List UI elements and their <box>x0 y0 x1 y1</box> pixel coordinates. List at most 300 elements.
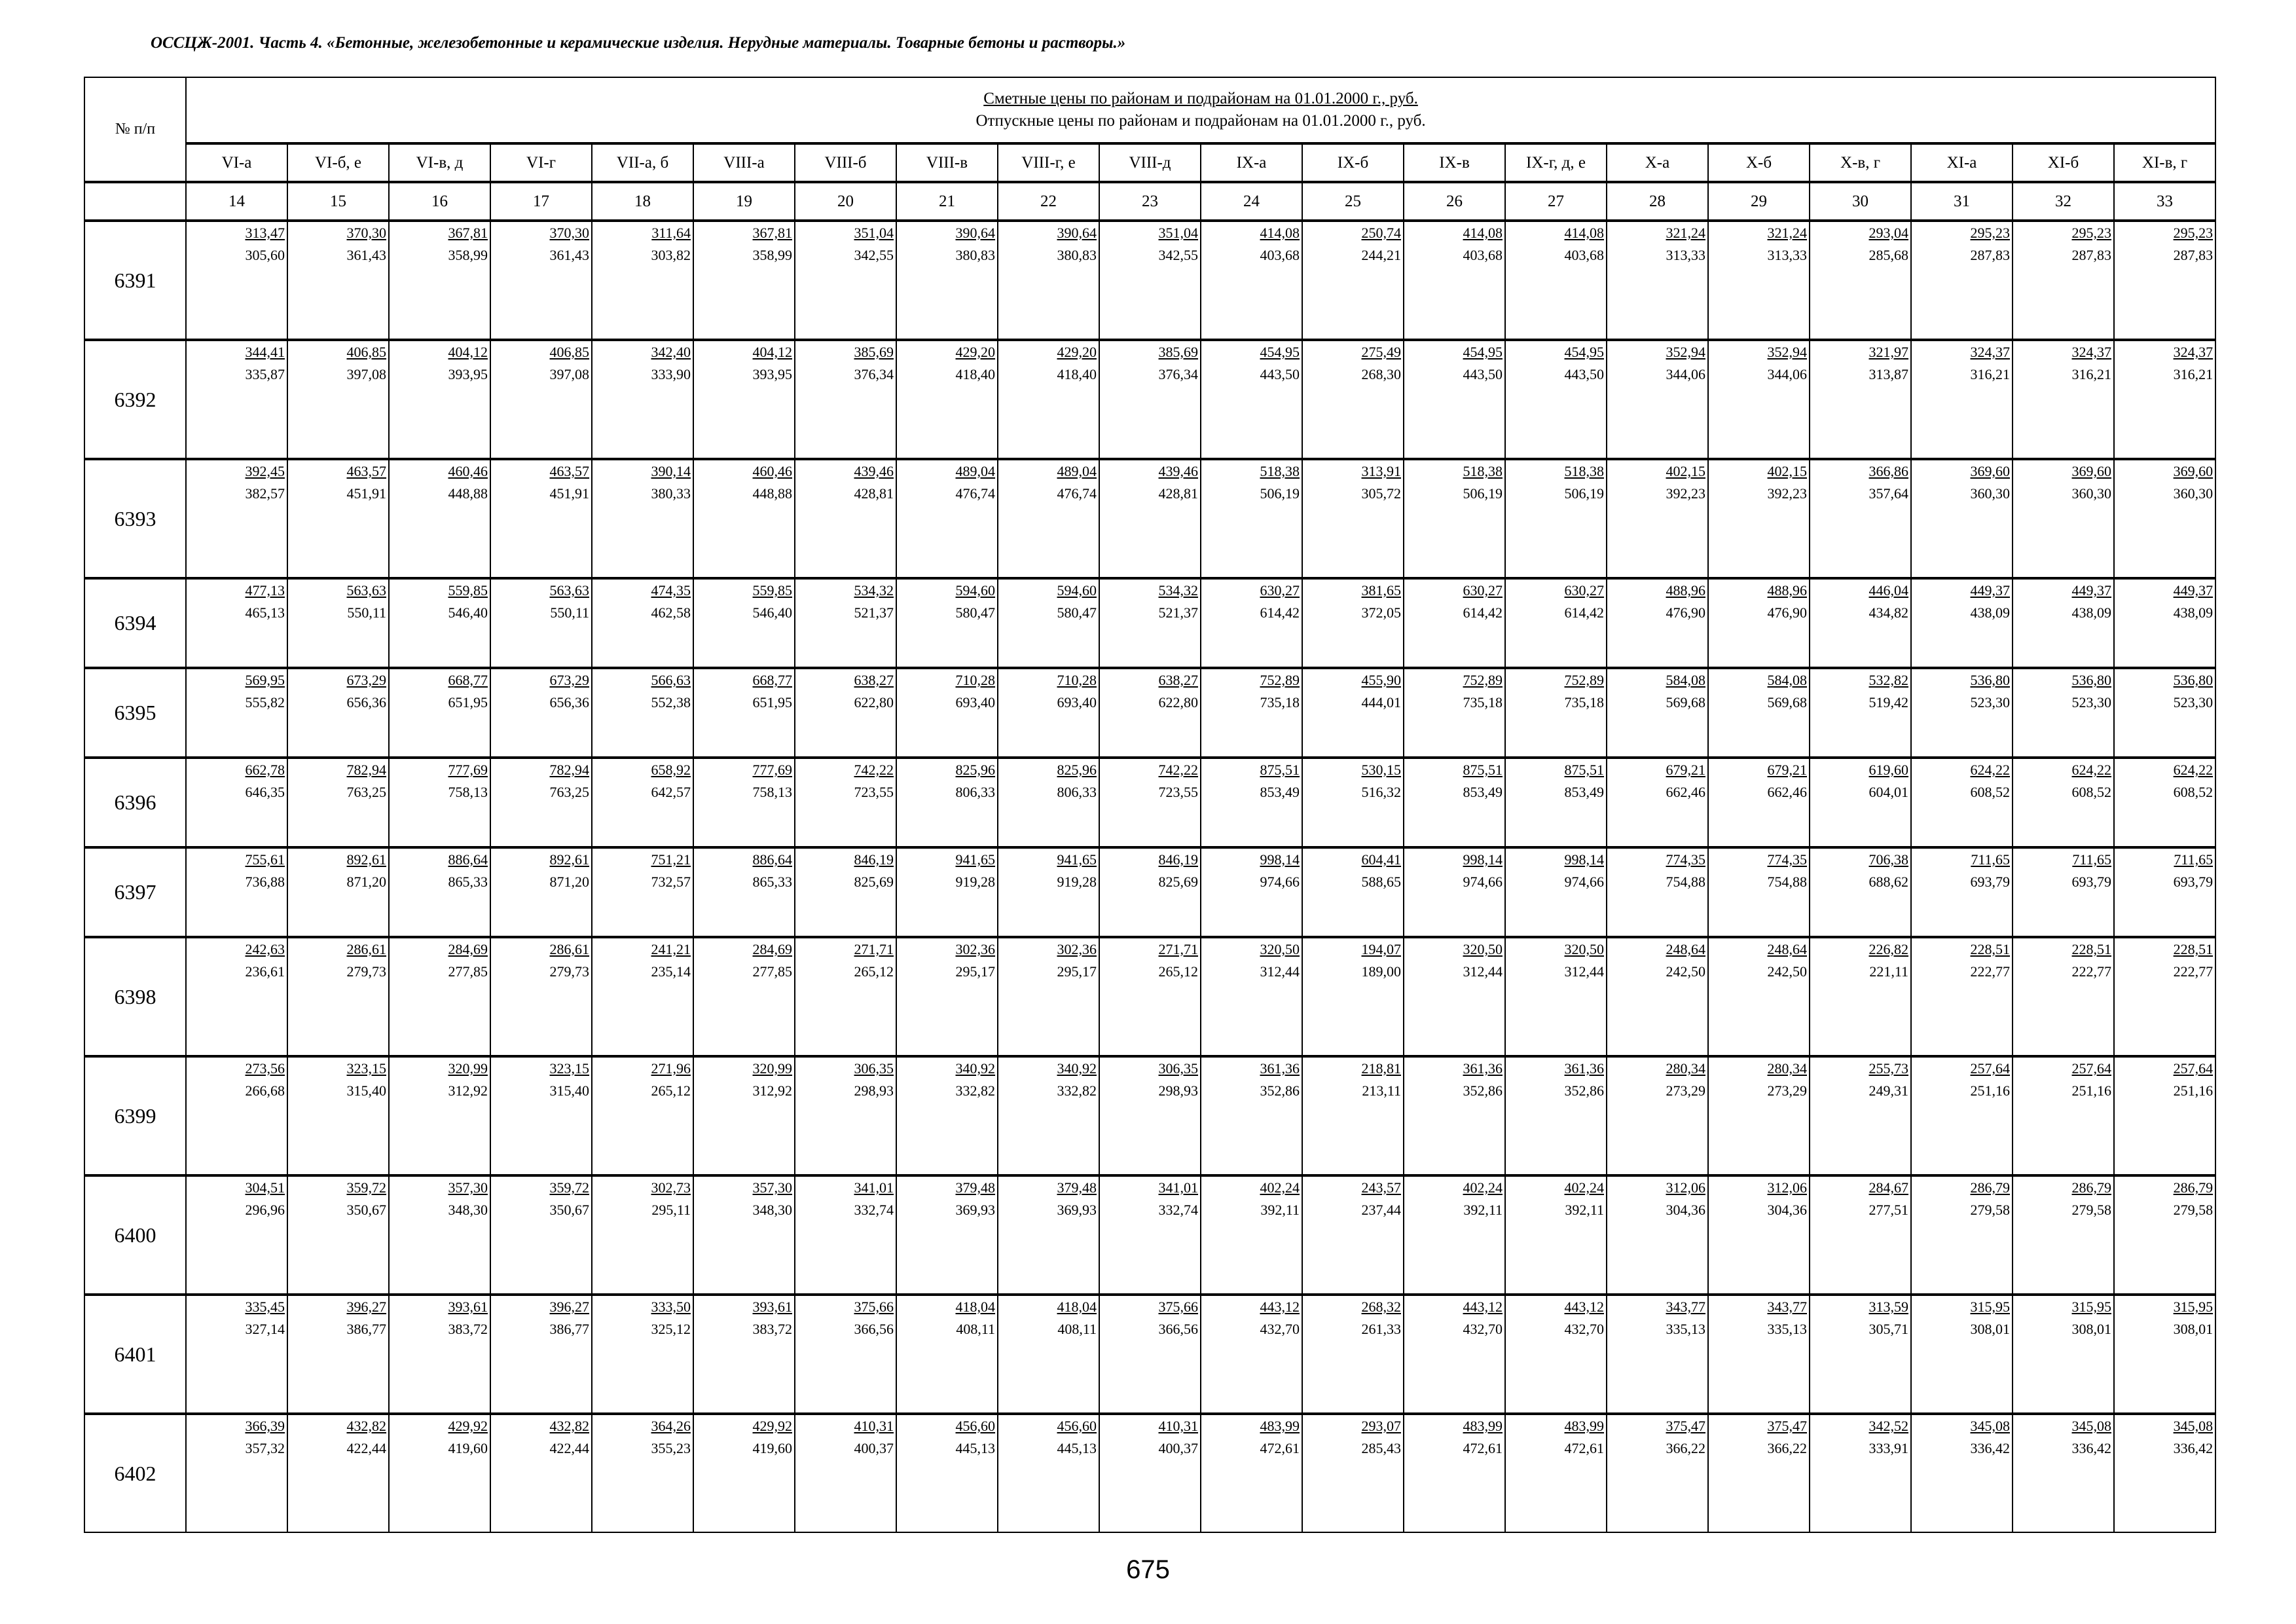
release-price: 614,42 <box>1564 604 1604 621</box>
estimate-price: 630,27 <box>1564 582 1604 599</box>
price-cell <box>1505 1056 1607 1175</box>
column-number: 31 <box>1911 182 2013 221</box>
price-cell <box>1911 459 2013 578</box>
release-price: 360,30 <box>2071 485 2111 502</box>
release-price: 352,86 <box>1260 1082 1300 1099</box>
estimate-price: 402,24 <box>1260 1179 1300 1196</box>
price-cell <box>186 221 287 340</box>
price-cell <box>1607 758 1708 847</box>
estimate-price: 406,85 <box>549 344 589 360</box>
price-cell <box>1201 1295 1302 1414</box>
price-cell <box>490 578 592 668</box>
release-price: 380,83 <box>1057 247 1097 263</box>
estimate-price: 875,51 <box>1260 762 1300 778</box>
release-price: 308,01 <box>2173 1321 2214 1337</box>
estimate-price: 284,67 <box>1868 1179 1908 1196</box>
price-cell <box>1708 340 1810 459</box>
release-price: 277,51 <box>1868 1202 1908 1218</box>
estimate-price: 359,72 <box>549 1179 589 1196</box>
price-cell <box>998 340 1099 459</box>
release-price: 825,69 <box>854 874 894 890</box>
price-cell <box>2013 1175 2114 1295</box>
estimate-price: 295,23 <box>2173 225 2214 241</box>
estimate-price: 369,60 <box>2173 463 2214 479</box>
release-price: 221,11 <box>1869 963 1908 980</box>
release-price: 350,67 <box>346 1202 386 1218</box>
estimate-price: 488,96 <box>1666 582 1705 599</box>
release-price: 279,73 <box>346 963 386 980</box>
table-row <box>84 847 2215 937</box>
release-price: 313,87 <box>1868 366 1908 382</box>
release-price: 418,40 <box>1057 366 1097 382</box>
release-price: 236,61 <box>245 963 285 980</box>
price-cell <box>1201 758 1302 847</box>
estimate-price: 742,22 <box>1158 762 1198 778</box>
price-cell <box>1607 459 1708 578</box>
estimate-price: 488,96 <box>1767 582 1807 599</box>
price-cell <box>2114 1414 2215 1532</box>
column-number: 14 <box>186 182 287 221</box>
estimate-price: 414,08 <box>1564 225 1604 241</box>
estimate-price: 361,36 <box>1564 1060 1604 1077</box>
release-price: 523,30 <box>2071 694 2111 710</box>
price-cell <box>1607 1295 1708 1414</box>
estimate-price: 345,08 <box>2173 1418 2214 1434</box>
estimate-price: 286,61 <box>346 941 386 957</box>
price-cell <box>389 668 490 758</box>
estimate-price: 375,66 <box>854 1299 894 1315</box>
column-number: 32 <box>2013 182 2114 221</box>
estimate-price: 379,48 <box>955 1179 995 1196</box>
price-cell <box>1607 340 1708 459</box>
release-price: 523,30 <box>1970 694 2010 710</box>
estimate-price: 410,31 <box>1158 1418 1198 1434</box>
column-number-blank <box>84 182 186 221</box>
price-cell <box>1201 847 1302 937</box>
price-cell <box>1708 937 1810 1056</box>
column-number: 18 <box>592 182 693 221</box>
release-price: 438,09 <box>2071 604 2111 621</box>
price-cell <box>693 459 795 578</box>
estimate-price: 324,37 <box>1970 344 2010 360</box>
price-cell <box>1810 937 1911 1056</box>
release-price: 472,61 <box>1463 1440 1503 1456</box>
release-price: 312,44 <box>1463 963 1503 980</box>
price-cell <box>1404 340 1505 459</box>
release-price: 763,25 <box>346 784 386 800</box>
estimate-price: 449,37 <box>1970 582 2010 599</box>
price-cell <box>592 1295 693 1414</box>
release-price: 693,79 <box>2071 874 2111 890</box>
release-price: 472,61 <box>1564 1440 1604 1456</box>
release-price: 315,40 <box>346 1082 386 1099</box>
estimate-price: 624,22 <box>2071 762 2111 778</box>
price-cell <box>1302 1175 1404 1295</box>
estimate-price: 320,50 <box>1463 941 1503 957</box>
column-number: 19 <box>693 182 795 221</box>
price-cell <box>693 758 795 847</box>
release-price: 735,18 <box>1260 694 1300 710</box>
row-number: 6401 <box>84 1295 186 1414</box>
release-price: 348,30 <box>752 1202 792 1218</box>
estimate-price: 679,21 <box>1666 762 1705 778</box>
row-number: 6402 <box>84 1414 186 1532</box>
price-cell <box>186 1056 287 1175</box>
release-price: 688,62 <box>1868 874 1908 890</box>
release-price: 397,08 <box>549 366 589 382</box>
estimate-price: 345,08 <box>2071 1418 2111 1434</box>
estimate-price: 443,12 <box>1564 1299 1604 1315</box>
price-cell <box>186 668 287 758</box>
price-cell <box>2013 847 2114 937</box>
region-header: VI-в, д <box>389 143 490 182</box>
price-cell <box>592 221 693 340</box>
price-cell <box>287 1175 389 1295</box>
estimate-price: 369,60 <box>2071 463 2111 479</box>
estimate-price: 563,63 <box>549 582 589 599</box>
estimate-price: 341,01 <box>1158 1179 1198 1196</box>
region-header: XI-в, г <box>2114 143 2215 182</box>
release-price: 519,42 <box>1868 694 1908 710</box>
price-cell <box>1607 847 1708 937</box>
release-price: 305,60 <box>245 247 285 263</box>
region-header: VIII-г, е <box>998 143 1099 182</box>
price-cell <box>1201 459 1302 578</box>
release-price: 376,34 <box>1158 366 1198 382</box>
estimate-price: 774,35 <box>1767 851 1807 868</box>
estimate-price: 892,61 <box>549 851 589 868</box>
price-cell <box>389 459 490 578</box>
price-cell <box>2013 1295 2114 1414</box>
price-cell <box>287 340 389 459</box>
estimate-price: 268,32 <box>1361 1299 1401 1315</box>
release-price: 974,66 <box>1564 874 1604 890</box>
estimate-price: 367,81 <box>752 225 792 241</box>
price-cell <box>1505 1414 1607 1532</box>
region-header: VIII-а <box>693 143 795 182</box>
release-price: 853,49 <box>1463 784 1503 800</box>
estimate-price: 361,36 <box>1260 1060 1300 1077</box>
release-price: 251,16 <box>2173 1082 2214 1099</box>
price-cell <box>1810 221 1911 340</box>
price-cell <box>1404 459 1505 578</box>
estimate-price: 369,60 <box>1970 463 2010 479</box>
price-cell <box>2013 668 2114 758</box>
estimate-price: 243,57 <box>1361 1179 1401 1196</box>
price-cell <box>693 1175 795 1295</box>
release-price: 462,58 <box>651 604 691 621</box>
table-row <box>84 221 2215 340</box>
release-price: 693,79 <box>2173 874 2214 890</box>
price-cell <box>795 668 896 758</box>
table-row <box>84 668 2215 758</box>
price-cell <box>998 1295 1099 1414</box>
release-price: 344,06 <box>1666 366 1705 382</box>
release-price: 242,50 <box>1767 963 1807 980</box>
price-cell <box>896 668 998 758</box>
release-price: 312,44 <box>1260 963 1300 980</box>
price-cell <box>1708 1295 1810 1414</box>
estimate-price: 418,04 <box>955 1299 995 1315</box>
price-cell <box>287 758 389 847</box>
release-price: 476,74 <box>955 485 995 502</box>
price-cell <box>592 937 693 1056</box>
price-cell <box>1302 1056 1404 1175</box>
estimate-price: 668,77 <box>448 672 488 688</box>
estimate-price: 584,08 <box>1767 672 1807 688</box>
price-cell <box>1201 1414 1302 1532</box>
release-price: 400,37 <box>854 1440 894 1456</box>
release-price: 580,47 <box>1057 604 1097 621</box>
release-price: 445,13 <box>955 1440 995 1456</box>
release-price: 521,37 <box>854 604 894 621</box>
price-cell <box>896 758 998 847</box>
estimate-price: 624,22 <box>2173 762 2214 778</box>
release-price: 476,90 <box>1767 604 1807 621</box>
release-price: 372,05 <box>1361 604 1401 621</box>
release-price: 332,82 <box>955 1082 995 1099</box>
release-price: 865,33 <box>448 874 488 890</box>
price-cell <box>2114 668 2215 758</box>
price-cell <box>1302 668 1404 758</box>
release-price: 693,40 <box>1057 694 1097 710</box>
price-cell <box>1911 1295 2013 1414</box>
price-cell <box>287 1295 389 1414</box>
estimate-price: 302,36 <box>1057 941 1097 957</box>
estimate-price: 483,99 <box>1564 1418 1604 1434</box>
estimate-price: 379,48 <box>1057 1179 1097 1196</box>
row-number: 6400 <box>84 1175 186 1295</box>
price-cell <box>389 847 490 937</box>
price-cell <box>998 1414 1099 1532</box>
release-price: 438,09 <box>2173 604 2214 621</box>
estimate-price: 321,24 <box>1767 225 1807 241</box>
estimate-price: 782,94 <box>549 762 589 778</box>
release-price: 445,13 <box>1057 1440 1097 1456</box>
estimate-price: 594,60 <box>1057 582 1097 599</box>
estimate-price: 402,24 <box>1463 1179 1503 1196</box>
release-price: 662,46 <box>1767 784 1807 800</box>
estimate-price: 385,69 <box>854 344 894 360</box>
price-cell <box>2114 1056 2215 1175</box>
release-price: 268,30 <box>1361 366 1401 382</box>
price-cell <box>896 1175 998 1295</box>
release-price: 313,33 <box>1666 247 1705 263</box>
estimate-price: 483,99 <box>1463 1418 1503 1434</box>
table-row <box>84 340 2215 459</box>
price-cell <box>592 459 693 578</box>
estimate-price: 323,15 <box>549 1060 589 1077</box>
price-cell <box>896 937 998 1056</box>
release-price: 332,82 <box>1057 1082 1097 1099</box>
region-header-row <box>84 143 2215 182</box>
release-price: 434,82 <box>1868 604 1908 621</box>
estimate-price: 886,64 <box>752 851 792 868</box>
estimate-price: 352,94 <box>1666 344 1705 360</box>
price-cell <box>896 221 998 340</box>
estimate-price: 390,64 <box>955 225 995 241</box>
estimate-price: 449,37 <box>2071 582 2111 599</box>
price-cell <box>1911 937 2013 1056</box>
release-price: 305,72 <box>1361 485 1401 502</box>
estimate-price: 534,32 <box>1158 582 1198 599</box>
estimate-price: 630,27 <box>1260 582 1300 599</box>
release-price: 222,77 <box>2071 963 2111 980</box>
release-price: 279,58 <box>2071 1202 2111 1218</box>
price-cell <box>998 1175 1099 1295</box>
price-cell <box>2013 758 2114 847</box>
price-cell <box>287 668 389 758</box>
release-price: 516,32 <box>1361 784 1401 800</box>
release-price: 386,77 <box>549 1321 589 1337</box>
release-price: 865,33 <box>752 874 792 890</box>
release-price: 285,68 <box>1868 247 1908 263</box>
estimate-price: 295,23 <box>1970 225 2010 241</box>
region-header: VI-б, е <box>287 143 389 182</box>
release-price: 656,36 <box>549 694 589 710</box>
price-cell <box>389 1414 490 1532</box>
release-price: 382,57 <box>245 485 285 502</box>
estimate-price: 248,64 <box>1666 941 1705 957</box>
price-cell <box>1505 578 1607 668</box>
price-cell <box>490 459 592 578</box>
release-price: 444,01 <box>1361 694 1401 710</box>
price-cell <box>2013 459 2114 578</box>
estimate-price: 624,22 <box>1970 762 2010 778</box>
release-price: 392,11 <box>1565 1202 1604 1218</box>
estimate-price: 218,81 <box>1361 1060 1401 1077</box>
release-price: 342,55 <box>854 247 894 263</box>
estimate-price: 751,21 <box>651 851 691 868</box>
release-price: 622,80 <box>854 694 894 710</box>
estimate-price: 432,82 <box>346 1418 386 1434</box>
price-cell <box>1607 221 1708 340</box>
release-price: 296,96 <box>245 1202 285 1218</box>
price-cell <box>1099 1414 1201 1532</box>
price-cell <box>1404 1056 1505 1175</box>
estimate-price: 228,51 <box>1970 941 2010 957</box>
estimate-price: 594,60 <box>955 582 995 599</box>
release-price: 448,88 <box>448 485 488 502</box>
price-cell <box>795 1056 896 1175</box>
estimate-price: 477,13 <box>245 582 285 599</box>
column-number: 21 <box>896 182 998 221</box>
row-number: 6395 <box>84 668 186 758</box>
release-price: 357,64 <box>1868 485 1908 502</box>
region-header: IX-в <box>1404 143 1505 182</box>
release-price: 332,74 <box>854 1202 894 1218</box>
column-number: 17 <box>490 182 592 221</box>
price-cell <box>1302 758 1404 847</box>
price-cell <box>389 340 490 459</box>
estimate-price: 443,12 <box>1463 1299 1503 1315</box>
estimate-price: 559,85 <box>448 582 488 599</box>
price-cell <box>1708 1414 1810 1532</box>
price-cell <box>592 847 693 937</box>
release-price: 732,57 <box>651 874 691 890</box>
release-price: 806,33 <box>955 784 995 800</box>
estimate-price: 456,60 <box>955 1418 995 1434</box>
release-price: 287,83 <box>2071 247 2111 263</box>
price-cell <box>2114 340 2215 459</box>
price-cell <box>592 1175 693 1295</box>
price-cell <box>490 221 592 340</box>
release-price: 298,93 <box>854 1082 894 1099</box>
estimate-price: 752,89 <box>1463 672 1503 688</box>
estimate-price: 286,79 <box>1970 1179 2010 1196</box>
estimate-price: 284,69 <box>752 941 792 957</box>
price-cell <box>1810 847 1911 937</box>
release-price: 432,70 <box>1564 1321 1604 1337</box>
price-cell <box>1708 459 1810 578</box>
release-price: 754,88 <box>1666 874 1705 890</box>
release-price: 315,40 <box>549 1082 589 1099</box>
price-cell <box>1505 340 1607 459</box>
release-price: 758,13 <box>752 784 792 800</box>
estimate-price: 255,73 <box>1868 1060 1908 1077</box>
estimate-price: 321,24 <box>1666 225 1705 241</box>
release-price: 303,82 <box>651 247 691 263</box>
release-price: 736,88 <box>245 874 285 890</box>
estimate-price: 825,96 <box>955 762 995 778</box>
estimate-caption: Сметные цены по районам и подрайонам на 01.01.2000 г., руб. <box>983 90 1418 107</box>
estimate-price: 342,40 <box>651 344 691 360</box>
release-price: 266,68 <box>245 1082 285 1099</box>
estimate-price: 563,63 <box>346 582 386 599</box>
price-cell <box>1911 668 2013 758</box>
release-price: 693,40 <box>955 694 995 710</box>
price-cell <box>1810 578 1911 668</box>
price-cell <box>1302 221 1404 340</box>
estimate-price: 375,47 <box>1767 1418 1807 1434</box>
estimate-price: 404,12 <box>752 344 792 360</box>
release-price: 608,52 <box>2071 784 2111 800</box>
release-price: 304,36 <box>1666 1202 1705 1218</box>
region-header: X-а <box>1607 143 1708 182</box>
table-row <box>84 459 2215 578</box>
price-cell <box>389 758 490 847</box>
estimate-price: 381,65 <box>1361 582 1401 599</box>
price-cell <box>1302 1414 1404 1532</box>
release-price: 335,13 <box>1767 1321 1807 1337</box>
release-price: 333,90 <box>651 366 691 382</box>
price-cell <box>1810 459 1911 578</box>
price-cell <box>1505 758 1607 847</box>
price-cell <box>998 221 1099 340</box>
estimate-price: 351,04 <box>1158 225 1198 241</box>
estimate-price: 275,49 <box>1361 344 1401 360</box>
release-price: 451,91 <box>549 485 589 502</box>
price-cell <box>795 1295 896 1414</box>
release-price: 419,60 <box>752 1440 792 1456</box>
release-price: 251,16 <box>1970 1082 2010 1099</box>
price-cell <box>1708 1175 1810 1295</box>
release-price: 408,11 <box>956 1321 995 1337</box>
release-price: 350,67 <box>549 1202 589 1218</box>
release-price: 295,11 <box>651 1202 691 1218</box>
price-cell <box>1708 668 1810 758</box>
release-price: 335,13 <box>1666 1321 1705 1337</box>
price-cell <box>287 1056 389 1175</box>
price-cell <box>389 578 490 668</box>
price-cell <box>693 937 795 1056</box>
estimate-price: 271,71 <box>854 941 894 957</box>
price-cell <box>1099 459 1201 578</box>
release-price: 608,52 <box>2173 784 2214 800</box>
release-price: 550,11 <box>347 604 386 621</box>
price-cell <box>1607 937 1708 1056</box>
estimate-price: 846,19 <box>1158 851 1198 868</box>
